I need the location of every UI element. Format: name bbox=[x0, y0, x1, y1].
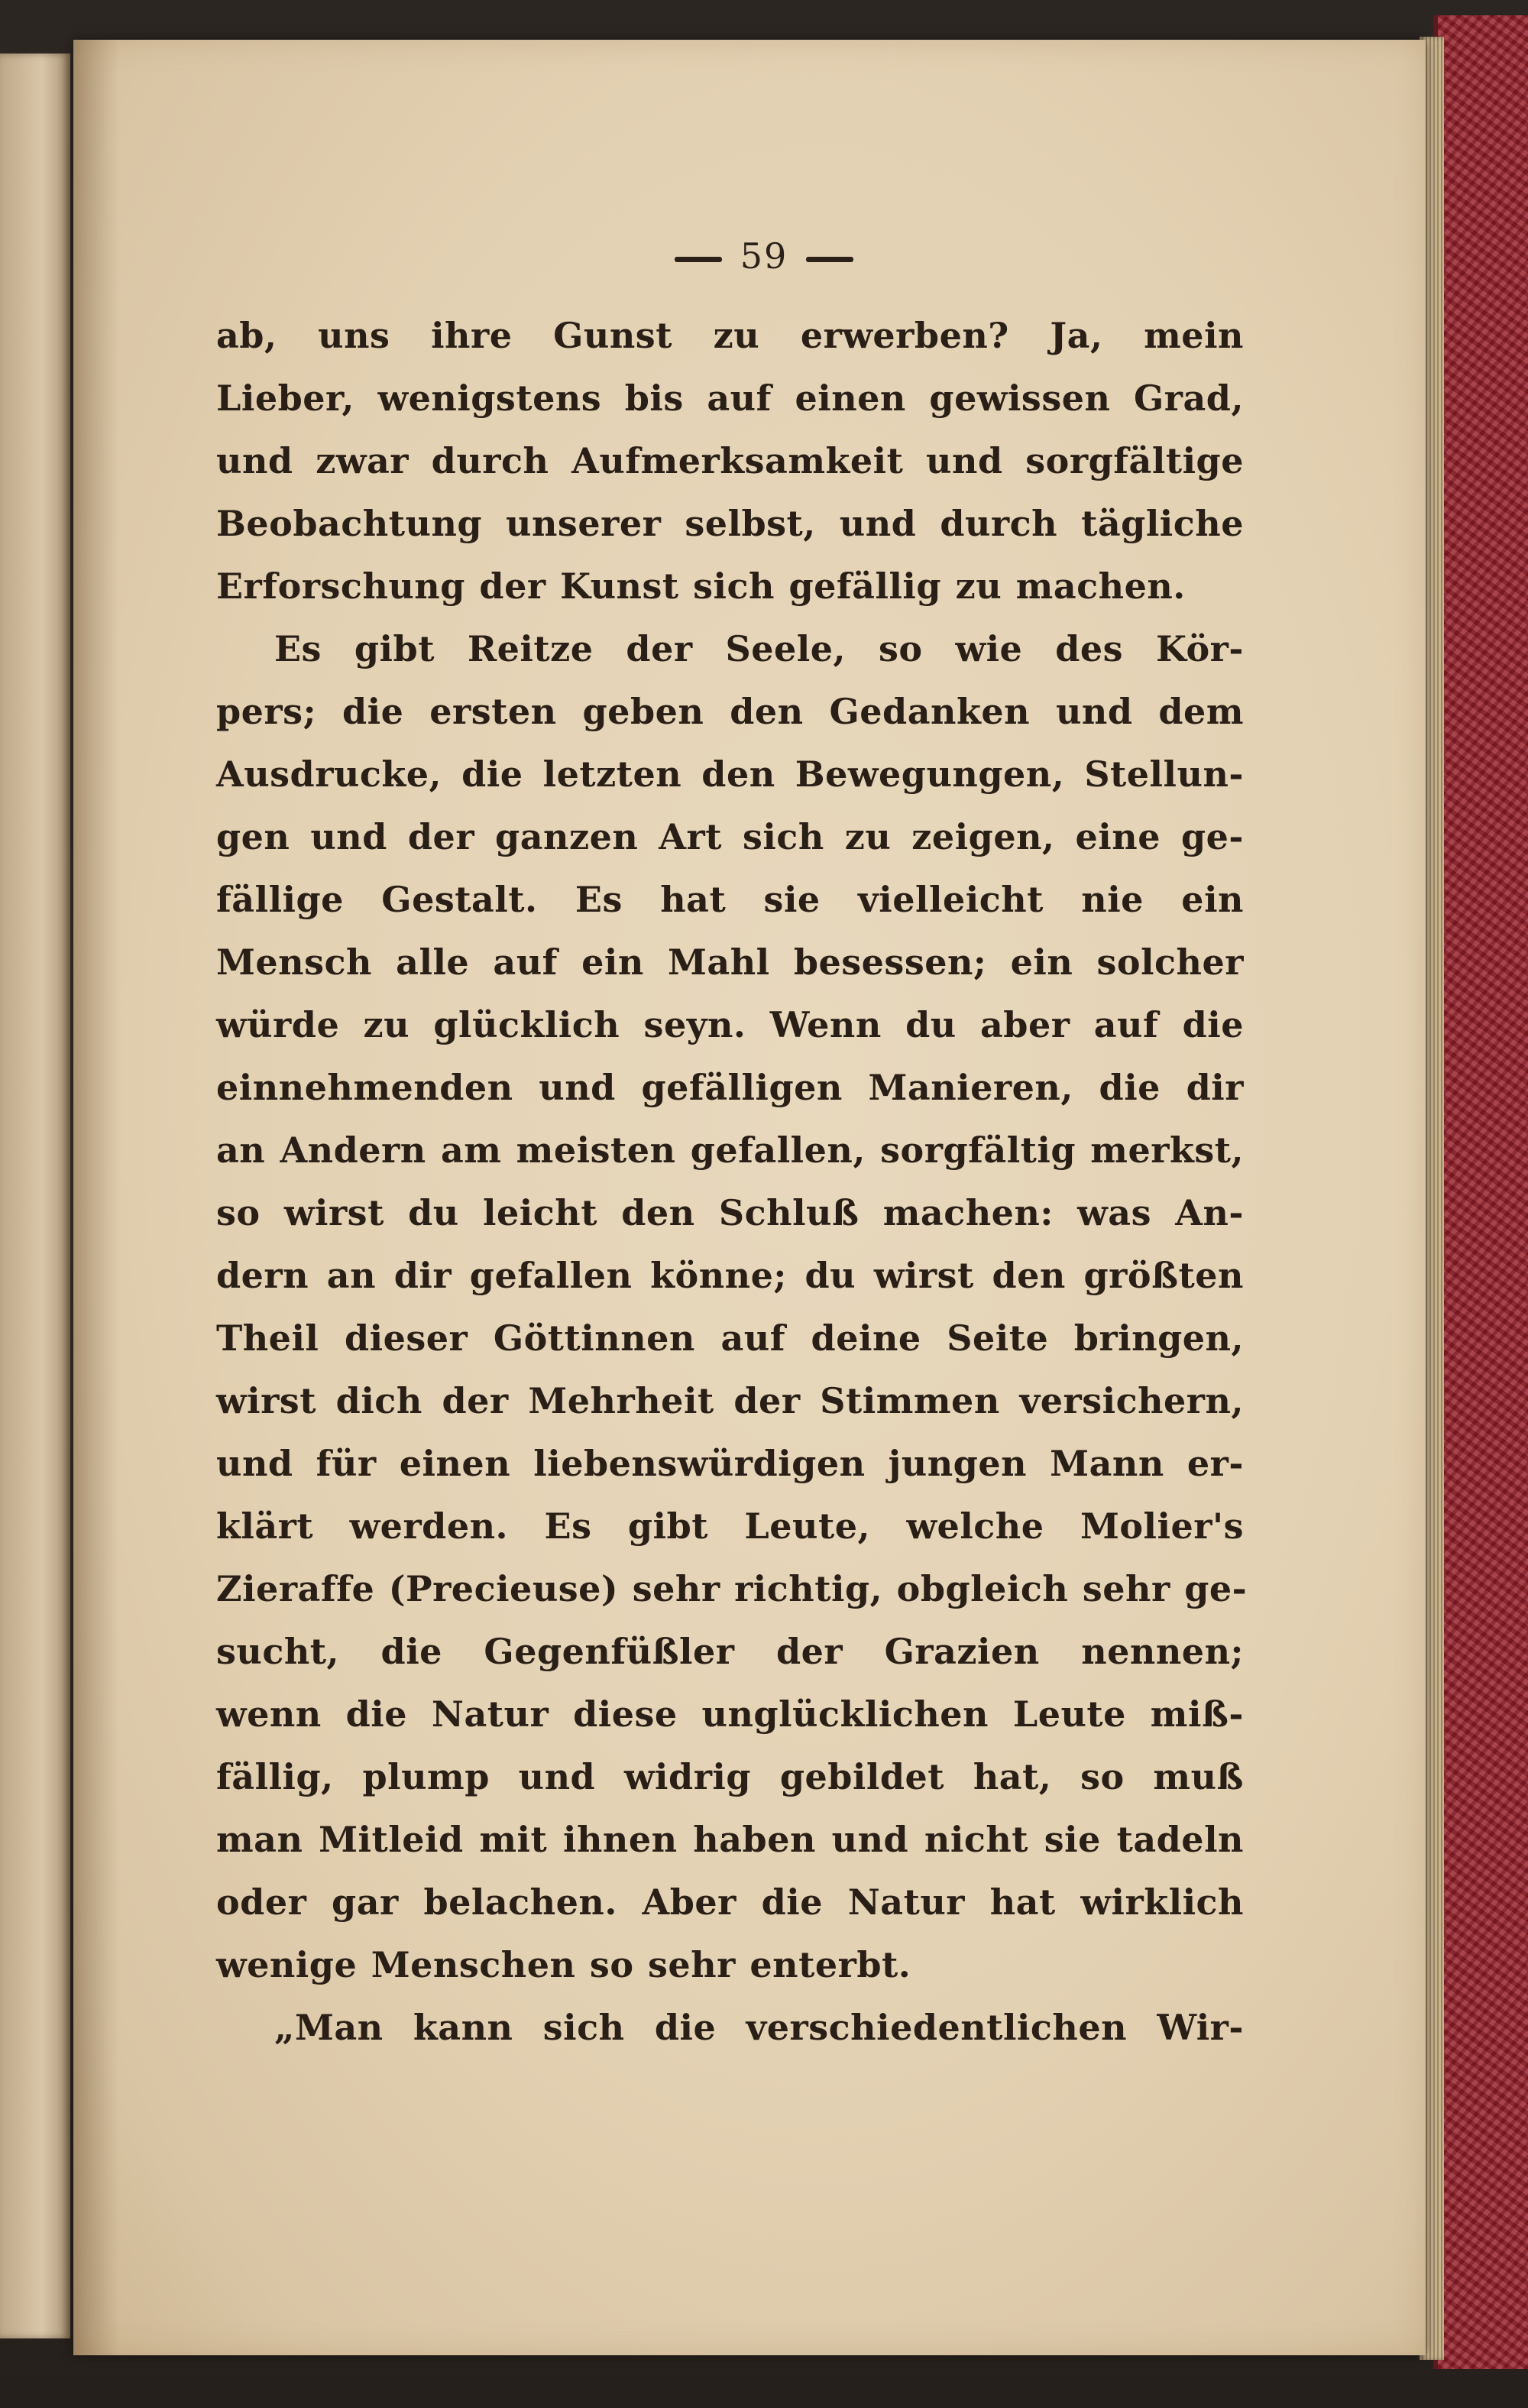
text-line: wenige Menschen so sehr enterbt. bbox=[216, 1944, 911, 1985]
text-line: man Mitleid mit ihnen haben und nicht sie tadeln bbox=[216, 1819, 1244, 1860]
text-line: oder gar belachen. Aber die Natur hat wirklich bbox=[216, 1881, 1244, 1923]
text-line: ab, uns ihre Gunst zu erwerben? Ja, mein bbox=[216, 315, 1244, 356]
text-line: wirst dich der Mehrheit der Stimmen versichern, bbox=[216, 1380, 1244, 1421]
text-line: Zieraffe (Precieuse) sehr richtig, obgleich sehr ge- bbox=[216, 1568, 1248, 1609]
text-line: dern an dir gefallen könne; du wirst den größten bbox=[216, 1255, 1244, 1296]
text-line: Lieber, wenigstens bis auf einen gewissen Grad, bbox=[216, 378, 1244, 419]
header-dash-right bbox=[806, 257, 853, 262]
text-line: „Man kann sich die verschiedentlichen Wir- bbox=[274, 2007, 1244, 2048]
text-line: gen und der ganzen Art sich zu zeigen, eine ge- bbox=[216, 816, 1244, 857]
marbled-cover bbox=[1433, 15, 1528, 2369]
text-line: so wirst du leicht den Schluß machen: was An- bbox=[216, 1192, 1244, 1233]
text-line: Beobachtung unserer selbst, und durch tägliche bbox=[216, 503, 1244, 544]
text-line: Mensch alle auf ein Mahl besessen; ein solcher bbox=[216, 941, 1244, 983]
text-line: und zwar durch Aufmerksamkeit und sorgfältige bbox=[216, 440, 1244, 481]
text-line: Erforschung der Kunst sich gefällig zu machen. bbox=[216, 566, 1186, 607]
body-text bbox=[216, 304, 1248, 2059]
text-line: Es gibt Reitze der Seele, so wie des Kör- bbox=[274, 628, 1244, 669]
page-number: 59 bbox=[740, 235, 788, 277]
text-line: klärt werden. Es gibt Leute, welche Molier's bbox=[216, 1505, 1244, 1547]
header-dash-left bbox=[675, 257, 722, 262]
text-line: pers; die ersten geben den Gedanken und dem bbox=[216, 691, 1244, 732]
text-line: fällige Gestalt. Es hat sie vielleicht nie ein bbox=[216, 879, 1244, 920]
text-line: fällig, plump und widrig gebildet hat, so muß bbox=[216, 1756, 1244, 1797]
text-line: würde zu glücklich seyn. Wenn du aber auf die bbox=[216, 1004, 1244, 1045]
text-line: Ausdrucke, die letzten den Bewegungen, Stellun- bbox=[216, 754, 1244, 795]
page-header bbox=[0, 235, 1528, 277]
text-line: sucht, die Gegenfüßler der Grazien nennen; bbox=[216, 1631, 1244, 1672]
left-facing-page bbox=[0, 53, 70, 2338]
text-line: an Andern am meisten gefallen, sorgfältig merkst, bbox=[216, 1129, 1244, 1171]
text-line: Theil dieser Göttinnen auf deine Seite bringen, bbox=[216, 1317, 1244, 1359]
text-line: wenn die Natur diese unglücklichen Leute miß- bbox=[216, 1693, 1244, 1735]
text-line: einnehmenden und gefälligen Manieren, die dir bbox=[216, 1067, 1244, 1108]
text-line: und für einen liebenswürdigen jungen Mann er- bbox=[216, 1443, 1244, 1484]
